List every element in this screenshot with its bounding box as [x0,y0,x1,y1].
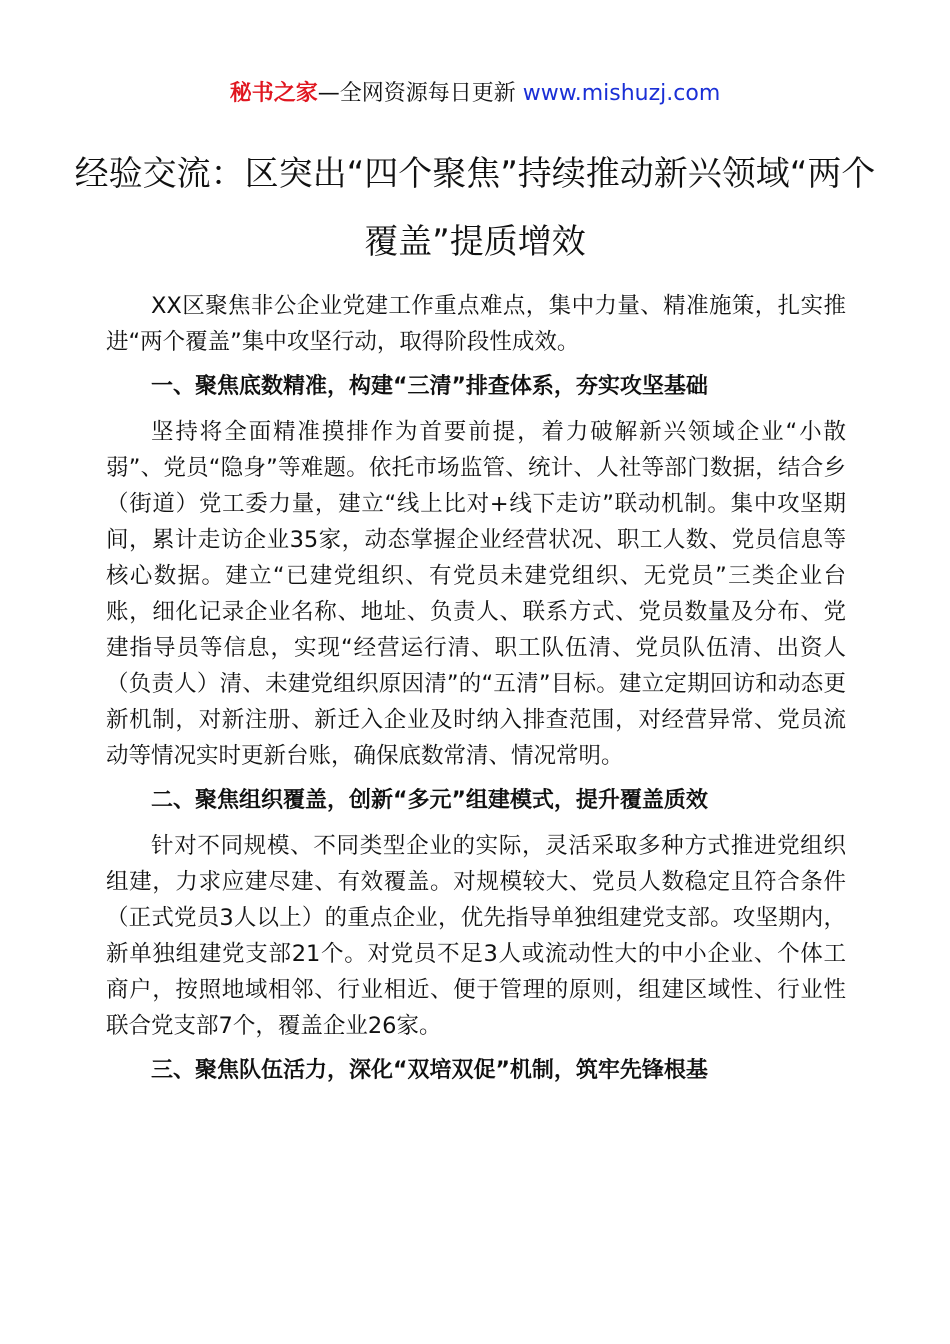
section-heading-1: 一、聚焦底数精准，构建“三清”排查体系，夯实攻坚基础 [151,374,708,399]
intro-paragraph: XX区聚焦非公企业党建工作重点难点，集中力量、精准施策，扎实推进“两个覆盖”集中攻坚行动，取得阶段性成效。 [106,293,846,355]
site-header [0,78,950,110]
section-paragraph-2: 针对不同规模、不同类型企业的实际，灵活采取多种方式推进党组织组建，力求应建尽建、有效覆盖。对规模较大、党员人数稳定且符合条件（正式党员3人以上）的重点企业，优先指导单独组建党支部。攻坚期内，新单独组建党支部21个。对党员不足3人或流动性大的中小企业、个体工商户，按照地域相邻、行业相近、便于管理的原则，组建区域性、行业性联合党支部7个，覆盖企业26家。 [106,833,846,1039]
document-body [106,288,846,1098]
section-heading-3: 三、聚焦队伍活力，深化“双培双促”机制，筑牢先锋根基 [151,1058,708,1083]
section-heading-2: 二、聚焦组织覆盖，创新“多元”组建模式，提升覆盖质效 [151,788,708,813]
document-title: 经验交流：区突出“四个聚焦”持续推动新兴领域“两个覆盖”提质增效 [74,154,876,262]
site-url-link[interactable]: www.mishuzj.com [522,81,721,106]
site-brand: 秘书之家 [229,81,318,106]
section-paragraph-1: 坚持将全面精准摸排作为首要前提，着力破解新兴领域企业“小散弱”、党员“隐身”等难题。依托市场监管、统计、人社等部门数据，结合乡（街道）党工委力量，建立“线上比对+线下走访”联动机制。集中攻坚期间，累计走访企业35家，动态掌握企业经营状况、职工人数、党员信息等核心数据。建立“已建党组织、有党员未建党组织、无党员”三类企业台账，细化记录企业名称、地址、负责人、联系方式、党员数量及分布、党建指导员等信息，实现“经营运行清、职工队伍清、党员队伍清、出资人（负责人）清、未建党组织原因清”的“五清”目标。建立定期回访和动态更新机制，对新注册、新迁入企业及时纳入排查范围，对经营异常、党员流动等情况实时更新台账，确保底数常清、情况常明。 [106,419,846,769]
site-slogan: —全网资源每日更新 [317,81,523,106]
